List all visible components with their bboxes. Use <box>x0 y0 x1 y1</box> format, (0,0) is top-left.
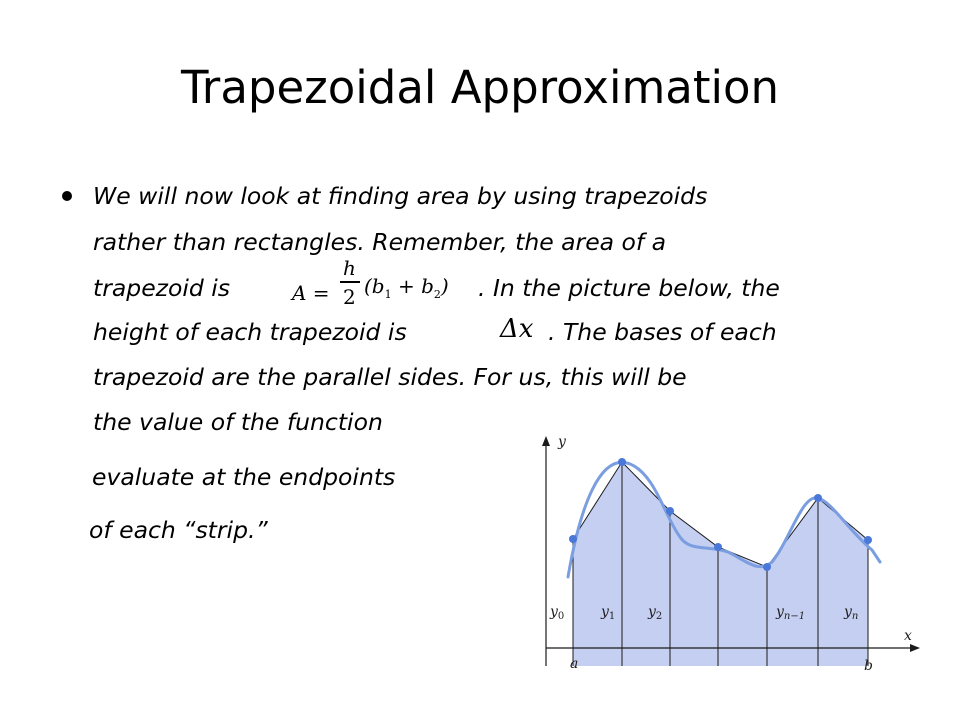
area-formula-denominator: 2 <box>343 285 356 309</box>
continuation-line-2: of each “strip.” <box>89 516 268 544</box>
sample-point <box>864 536 872 544</box>
endpoint-a-label: a <box>570 656 579 672</box>
continuation-line-1: evaluate at the endpoints <box>92 463 396 491</box>
area-formula-lhs: A = <box>292 281 330 305</box>
area-formula-numerator: h <box>343 256 356 280</box>
trapezoid-graph <box>480 412 940 712</box>
strip-label-y1: $y_1$ <box>601 604 616 622</box>
strip-label-yn: $y_n$ <box>844 604 859 622</box>
endpoint-b-label: b <box>864 658 873 674</box>
slide-title: Trapezoidal Approximation <box>180 61 780 114</box>
area-formula-fraction-bar <box>340 281 360 283</box>
bullet-line-4a: height of each trapezoid is <box>93 318 407 346</box>
sample-point <box>569 535 577 543</box>
y-axis-arrow <box>542 436 550 446</box>
bullet-line-1: We will now look at finding area by using trapezoids <box>93 182 708 210</box>
sample-point <box>666 507 674 515</box>
strip-label-y2: $y_2$ <box>648 604 663 622</box>
sample-point <box>714 543 722 551</box>
sample-point <box>814 494 822 502</box>
trapezoid-region <box>573 462 868 666</box>
area-formula-rhs: $(b_1 + b_2)$ <box>364 274 449 301</box>
bullet-dot <box>62 191 72 201</box>
bullet-line-3b: . In the picture below, the <box>478 274 780 302</box>
strip-label-yn-1: $y_{n-1}$ <box>776 604 806 622</box>
bullet-line-5: trapezoid are the parallel sides. For us, this will be <box>93 363 687 391</box>
bullet-line-2: rather than rectangles. Remember, the area of a <box>93 228 667 256</box>
bullet-line-6: the value of the function <box>93 408 383 436</box>
sample-point <box>618 458 626 466</box>
bullet-line-3a: trapezoid is <box>93 274 231 302</box>
y-axis-label: y <box>558 434 566 450</box>
delta-x-formula: Δx <box>500 314 534 344</box>
x-axis-arrow <box>910 644 920 652</box>
strip-label-y0: $y_0$ <box>550 604 565 622</box>
x-axis-label: x <box>904 628 912 644</box>
bullet-line-4b: . The bases of each <box>548 318 777 346</box>
sample-point <box>763 563 771 571</box>
